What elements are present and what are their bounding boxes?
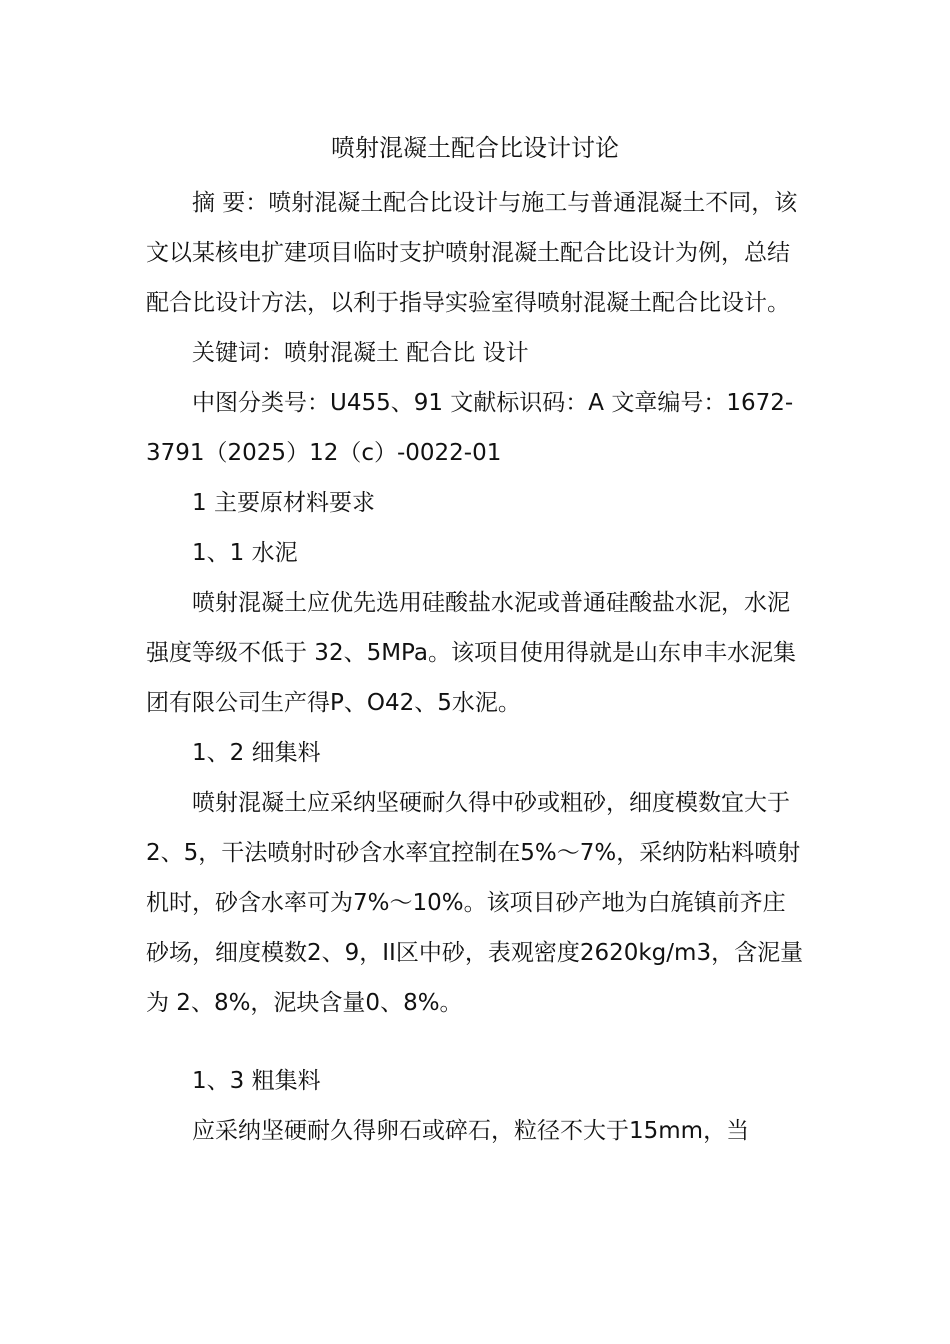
document-body	[146, 178, 806, 1156]
keywords-paragraph: 关键词：喷射混凝土 配合比 设计	[192, 340, 529, 366]
classification-paragraph: 中图分类号：U455、91 文献标识码：A 文章编号：1672-3791（2025）12（c）-0022-01	[146, 390, 794, 466]
cement-paragraph: 喷射混凝土应优先选用硅酸盐水泥或普通硅酸盐水泥，水泥强度等级不低于 32、5MPa。该项目使用得就是山东申丰水泥集团有限公司生产得P、O42、5水泥。	[146, 590, 796, 716]
subsection-heading-1-3: 1、3 粗集料	[192, 1068, 321, 1094]
subsection-heading-1-1: 1、1 水泥	[192, 540, 298, 566]
section-heading-1: 1 主要原材料要求	[192, 490, 375, 516]
paragraph-gap	[146, 1028, 806, 1056]
fine-aggregate-paragraph: 喷射混凝土应采纳坚硬耐久得中砂或粗砂，细度模数宜大于2、5，干法喷射时砂含水率宜控制在5%～7%，采纳防粘料喷射机时，砂含水率可为7%～10%。该项目砂产地为白旄镇前齐庄砂场，细度模数2、9，II区中砂，表观密度2620kg/m3，含泥量为 2、8%，泥块含量0、8%。	[146, 790, 804, 1016]
subsection-heading-1-2: 1、2 细集料	[192, 740, 321, 766]
document-title: 喷射混凝土配合比设计讨论	[331, 134, 619, 162]
coarse-aggregate-paragraph: 应采纳坚硬耐久得卵石或碎石，粒径不大于15mm，当	[192, 1118, 750, 1144]
abstract-paragraph: 摘 要：喷射混凝土配合比设计与施工与普通混凝土不同，该文以某核电扩建项目临时支护喷射混凝土配合比设计为例，总结配合比设计方法，以利于指导实验室得喷射混凝土配合比设计。	[146, 190, 798, 316]
